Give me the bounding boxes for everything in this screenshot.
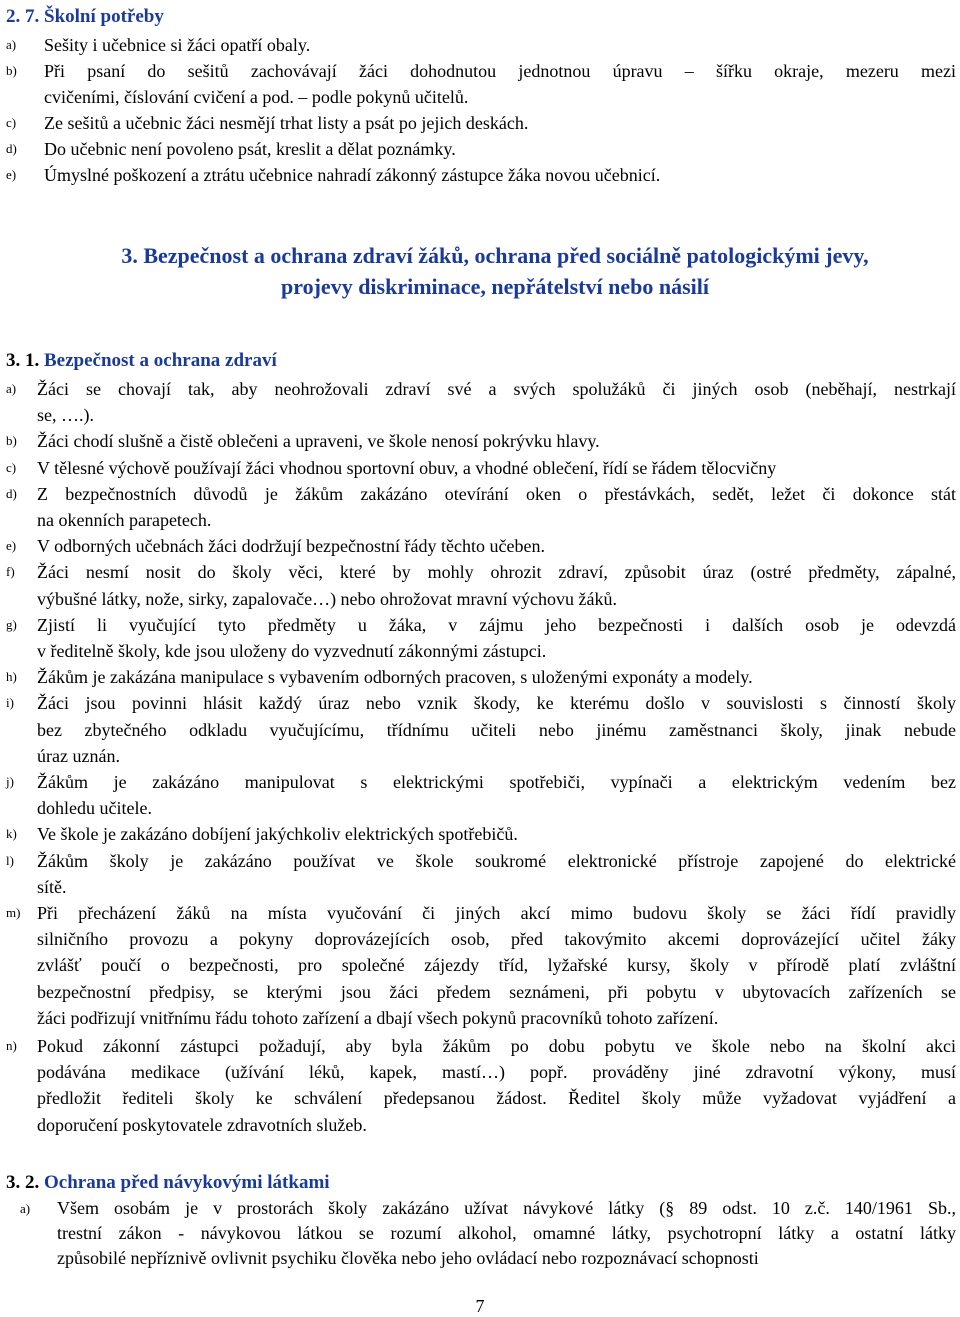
list-item-text — [37, 900, 956, 1031]
list-item-marker: a) — [20, 1201, 31, 1216]
list-item-marker: c) — [6, 459, 17, 475]
list-item — [6, 481, 956, 533]
text-line: bez zbytečného odkladu vyučujícímu, třídnímu učiteli nebo jinému zaměstnanci školy, jinak nebude — [37, 719, 956, 740]
list-item-marker: g) — [6, 616, 17, 632]
list-item-marker: j) — [6, 774, 14, 790]
text-line: Žákům je zakázáno manipulovat s elektrickými spotřebiči, vypínači a elektrickým vedením bez — [37, 772, 956, 793]
text-line: V odborných učebnách žáci dodržují bezpečnostní řády těchto učeben. — [37, 536, 545, 557]
list-item-text — [44, 162, 956, 188]
section-heading-3-1 — [6, 350, 277, 372]
list-item-text — [44, 110, 956, 136]
text-line: V tělesné výchově používají žáci vhodnou sportovní obuv, a vhodné oblečení, řídí se řádem tělocvičny — [37, 457, 777, 478]
list-item-text — [37, 455, 956, 481]
list-item-marker: l) — [6, 852, 14, 868]
text-line: Žáci chodí slušně a čistě oblečeni a upraveni, ve škole nenosí pokrývku hlavy. — [37, 431, 600, 452]
list-item-text — [37, 428, 956, 454]
list-item — [6, 821, 956, 847]
list-item — [6, 110, 956, 136]
text-line: doporučení poskytovatele zdravotních služeb. — [37, 1114, 367, 1135]
text-line: sítě. — [37, 876, 67, 897]
list-item-marker: b) — [6, 63, 17, 78]
list-item — [6, 848, 956, 900]
list-item-text — [44, 58, 956, 110]
text-line: se, ….). — [37, 405, 94, 426]
section-heading-3-2 — [6, 1172, 330, 1194]
list-item — [6, 533, 956, 559]
list-section-3-2 — [20, 1196, 956, 1271]
list-item-marker: a) — [6, 381, 17, 396]
list-item-marker: h) — [6, 669, 17, 685]
section-title: Školní potřeby — [44, 6, 164, 27]
list-item — [6, 136, 956, 162]
text-line: Všem osobám je v prostorách školy zakázáno užívat návykové látky (§ 89 odst. 10 z.č. 140/1961 Sb., — [57, 1198, 956, 1218]
text-line: v ředitelně školy, kde jsou uloženy do vyzvednutí zákonnými zástupci. — [37, 641, 547, 662]
text-line: Z bezpečnostních důvodů je žákům zakázáno otevírání oken o přestávkách, sedět, ležet či dokonce stát — [37, 483, 956, 504]
list-item — [6, 769, 956, 821]
list-item-text — [37, 612, 956, 664]
text-line: Do učebnic není povoleno psát, kreslit a dělat poznámky. — [44, 139, 456, 159]
list-item-text — [44, 32, 956, 58]
list-item-text — [37, 769, 956, 821]
text-line: Žáci jsou povinni hlásit každý úraz nebo vznik škody, ke kterému došlo v souvislosti s činností školy — [37, 693, 956, 714]
list-item — [6, 559, 956, 611]
list-item-marker: e) — [6, 538, 17, 554]
text-line: cvičeními, číslování cvičení a pod. – podle pokynů učitelů. — [44, 87, 469, 107]
text-line: dohledu učitele. — [37, 798, 152, 819]
list-item-text — [37, 821, 956, 847]
section-number: 3. 2. — [6, 1172, 40, 1193]
text-line: Ze sešitů a učebnic žáci nesmějí trhat listy a psát po jejich deskách. — [44, 113, 529, 133]
list-item-text — [37, 376, 956, 428]
section-title: Ochrana před návykovými látkami — [44, 1172, 330, 1193]
list-item — [6, 455, 956, 481]
list-item-marker: e) — [6, 167, 17, 182]
text-line: Zjistí li vyučující tyto předměty u žáka, v zájmu jeho bezpečnosti i dalších osob je odevzdá — [37, 614, 956, 635]
text-line: Žáci se chovají tak, aby neohrožovali zdraví své a svých spolužáků či jiných osob (neběhají, nestrkají — [37, 379, 956, 399]
text-line: Při psaní do sešitů zachovávají žáci dohodnutou jednotnou úpravu – šířku okraje, mezeru mezi — [44, 61, 956, 81]
list-item-marker: i) — [6, 695, 14, 711]
list-item — [20, 1196, 956, 1271]
list-item-marker: m) — [6, 905, 21, 921]
text-line: Žákům školy je zakázáno používat ve škole soukromé elektronické přístroje zapojené do elektrické — [37, 850, 956, 871]
list-item — [6, 612, 956, 664]
text-line: výbušné látky, nože, sirky, zapalovače…) nebo ohrožovat mravní výchovu žáků. — [37, 588, 617, 609]
list-item-marker: n) — [6, 1038, 17, 1054]
section-title: Bezpečnost a ochrana zdraví — [44, 350, 277, 371]
chapter-heading-3 — [40, 240, 950, 302]
list-item-marker: k) — [6, 826, 17, 842]
list-item — [6, 162, 956, 188]
list-item-marker: d) — [6, 141, 17, 156]
section-number: 3. 1. — [6, 350, 40, 371]
list-item-text — [57, 1196, 956, 1271]
text-line: na okenních parapetech. — [37, 510, 212, 531]
text-line: Žákům je zakázána manipulace s vybavením odborných pracoven, s uloženými exponáty a modely. — [37, 667, 753, 688]
text-line: silničního provozu a pokyny doprovázejících osob, před takovýmito akcemi doprovázející učitel žáky — [37, 929, 956, 950]
list-item — [6, 690, 956, 769]
section-heading-2-7 — [6, 6, 164, 28]
list-item-text — [37, 559, 956, 611]
list-item-marker: d) — [6, 485, 17, 501]
text-line: Úmyslné poškození a ztrátu učebnice nahradí zákonný zástupce žáka novou učebnicí. — [44, 165, 661, 185]
list-item-text — [44, 136, 956, 162]
list-item — [6, 900, 956, 1031]
list-item — [6, 376, 956, 428]
chapter-title-line-1: 3. Bezpečnost a ochrana zdraví žáků, ochrana před sociálně patologickými jevy, — [121, 243, 869, 268]
list-item-text — [37, 533, 956, 559]
list-item — [6, 428, 956, 454]
list-item-text — [37, 481, 956, 533]
text-line: předložit řediteli školy ke schválení předepsanou žádost. Ředitel školy může vyžadovat vyjádření a — [37, 1088, 956, 1109]
text-line: Při přecházení žáků na místa vyučování či jiných akcí mimo budovu školy se žáci řídí pravidly — [37, 903, 956, 924]
text-line: bezpečnostní předpisy, se kterými jsou žáci předem seznámeni, při pobytu v ubytovacích zařízeních se — [37, 981, 956, 1002]
list-item-text — [37, 664, 956, 690]
list-item — [6, 664, 956, 690]
text-line: způsobilé nepříznivě ovlivnit psychiku člověka nebo jeho ovládací nebo rozpoznávací schopnosti — [57, 1248, 759, 1268]
list-section-3-1 — [6, 376, 956, 1138]
list-item — [6, 1033, 956, 1138]
list-item-marker: b) — [6, 433, 17, 449]
list-item-text — [37, 848, 956, 900]
section-number: 2. 7. — [6, 6, 40, 27]
text-line: Žáci nesmí nosit do školy věci, které by mohly ohrozit zdraví, způsobit úraz (ostré předměty, zápalné, — [37, 562, 956, 583]
list-item-text — [37, 690, 956, 769]
text-line: Pokud zákonní zástupci požadují, aby byla žákům po dobu pobytu ve škole nebo na školní akci — [37, 1036, 956, 1057]
text-line: Sešity i učebnice si žáci opatří obaly. — [44, 35, 311, 55]
list-item — [6, 58, 956, 110]
list-section-2-7 — [6, 32, 956, 188]
list-item-marker: a) — [6, 37, 17, 52]
chapter-title-line-2: projevy diskriminace, nepřátelství nebo násilí — [281, 274, 709, 299]
text-line: žáci podřizují vnitřnímu řádu tohoto zařízení a dbají všech pokynů pracovníků tohoto zařízení. — [37, 1007, 719, 1028]
page-number: 7 — [475, 1296, 485, 1316]
text-line: zvlášť poučí o bezpečnosti, pro společné zájezdy tříd, lyžařské kursy, školy v přírodě platí zvláštní — [37, 955, 956, 976]
text-line: trestní zákon - návykovou látkou se rozumí alkohol, omamné látky, psychotropní látky a ostatní látky — [57, 1223, 956, 1243]
text-line: úraz uznán. — [37, 745, 120, 766]
text-line: podávána medikace (užívání léků, kapek, mastí…) popř. prováděny jiné zdravotní výkony, musí — [37, 1062, 956, 1083]
text-line: Ve škole je zakázáno dobíjení jakýchkoliv elektrických spotřebičů. — [37, 824, 518, 845]
list-item — [6, 32, 956, 58]
list-item-marker: f) — [6, 564, 15, 580]
list-item-marker: c) — [6, 115, 17, 130]
list-item-text — [37, 1033, 956, 1138]
